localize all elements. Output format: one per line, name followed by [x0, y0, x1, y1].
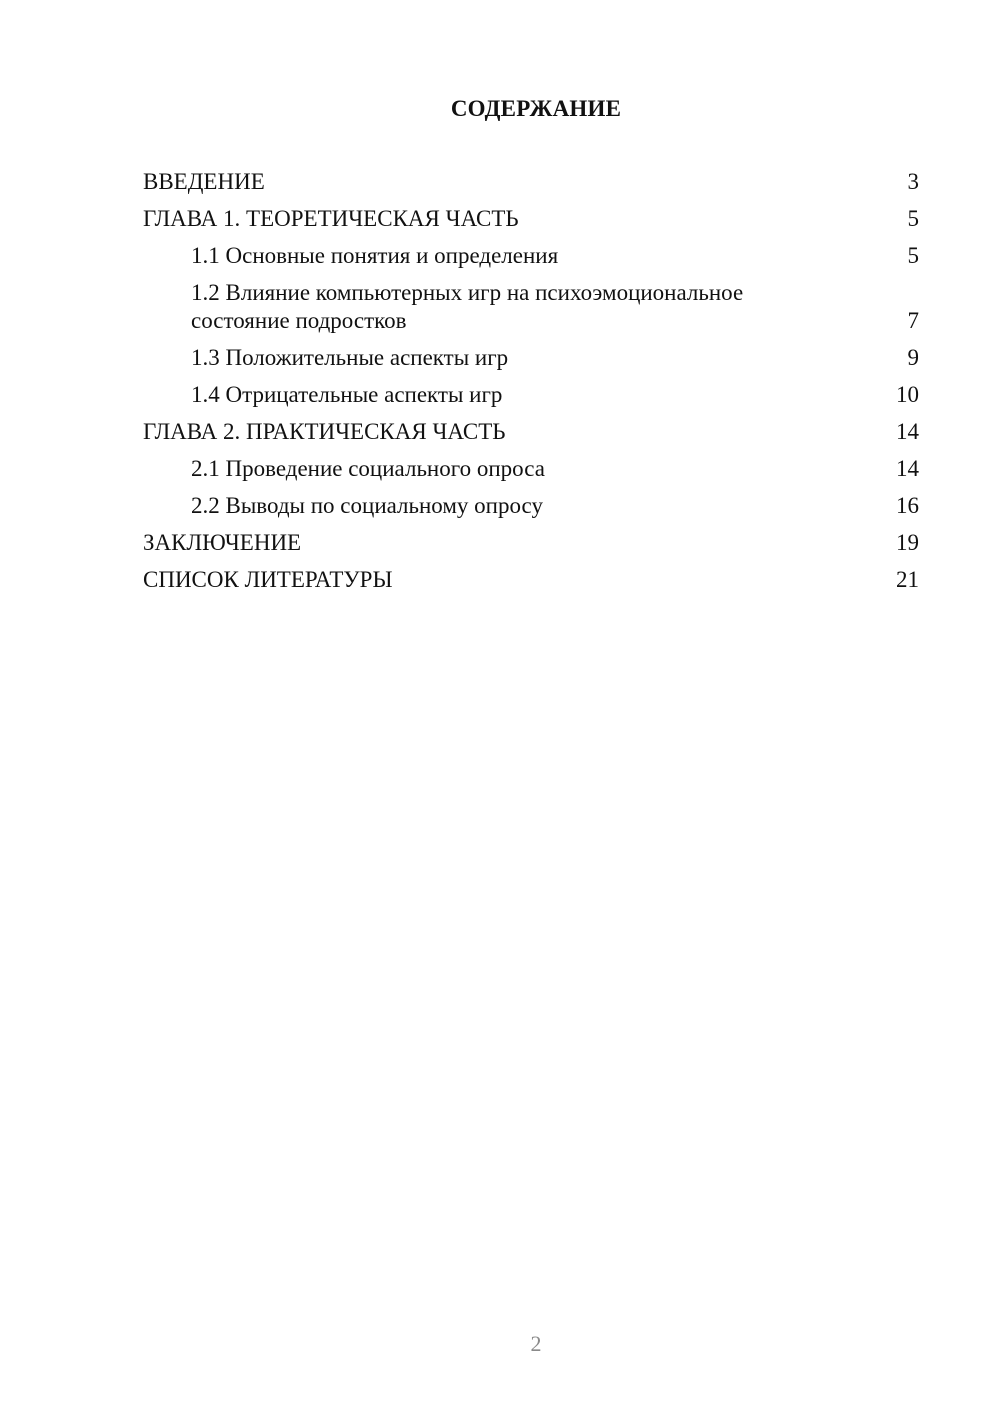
- toc-entry-label: 1.2 Влияние компьютерных игр на психоэмоциональное состояние подростков: [191, 280, 744, 333]
- toc-entry-section-1-3[interactable]: [143, 344, 919, 372]
- toc-entry-label: 2.1 Проведение социального опроса: [191, 456, 545, 481]
- toc-entry-page: 5: [907, 206, 919, 231]
- toc-entry-label: ВВЕДЕНИЕ: [143, 169, 265, 194]
- toc-entry-section-2-2[interactable]: [143, 492, 919, 520]
- toc-entry-section-1-4[interactable]: [143, 381, 919, 409]
- toc-entry-section-2-1[interactable]: [143, 455, 919, 483]
- toc-entry-chapter-2[interactable]: [143, 418, 919, 446]
- toc-entry-label: ЗАКЛЮЧЕНИЕ: [143, 530, 302, 555]
- toc-entry-page: 10: [896, 382, 919, 407]
- toc-entry-page: 14: [896, 456, 919, 481]
- toc-entry-label: 2.2 Выводы по социальному опросу: [191, 493, 543, 518]
- page-title: СОДЕРЖАНИЕ: [450, 96, 622, 121]
- page-number: 2: [530, 1331, 542, 1356]
- toc-entry-introduction[interactable]: [143, 168, 919, 196]
- toc-entry-label: 1.4 Отрицательные аспекты игр: [191, 382, 503, 407]
- toc-entry-section-1-2[interactable]: [143, 279, 919, 335]
- toc-entry-page: 3: [907, 169, 919, 194]
- toc-entry-label: СПИСОК ЛИТЕРАТУРЫ: [143, 567, 393, 592]
- table-of-contents: [143, 168, 919, 603]
- toc-entry-page: 21: [896, 567, 919, 592]
- toc-entry-chapter-1[interactable]: [143, 205, 919, 233]
- toc-entry-conclusion[interactable]: [143, 529, 919, 557]
- toc-entry-section-1-1[interactable]: [143, 242, 919, 270]
- toc-entry-label: 1.3 Положительные аспекты игр: [191, 345, 509, 370]
- toc-entry-page: 9: [907, 345, 919, 370]
- toc-entry-label: 1.1 Основные понятия и определения: [191, 243, 559, 268]
- toc-entry-page: 16: [896, 493, 919, 518]
- toc-entry-label: ГЛАВА 1. ТЕОРЕТИЧЕСКАЯ ЧАСТЬ: [143, 206, 519, 231]
- toc-entry-page: 7: [907, 308, 919, 333]
- toc-entry-page: 14: [896, 419, 919, 444]
- toc-entry-page: 19: [896, 530, 919, 555]
- toc-entry-label: ГЛАВА 2. ПРАКТИЧЕСКАЯ ЧАСТЬ: [143, 419, 506, 444]
- toc-entry-page: 5: [907, 243, 919, 268]
- toc-entry-references[interactable]: [143, 566, 919, 594]
